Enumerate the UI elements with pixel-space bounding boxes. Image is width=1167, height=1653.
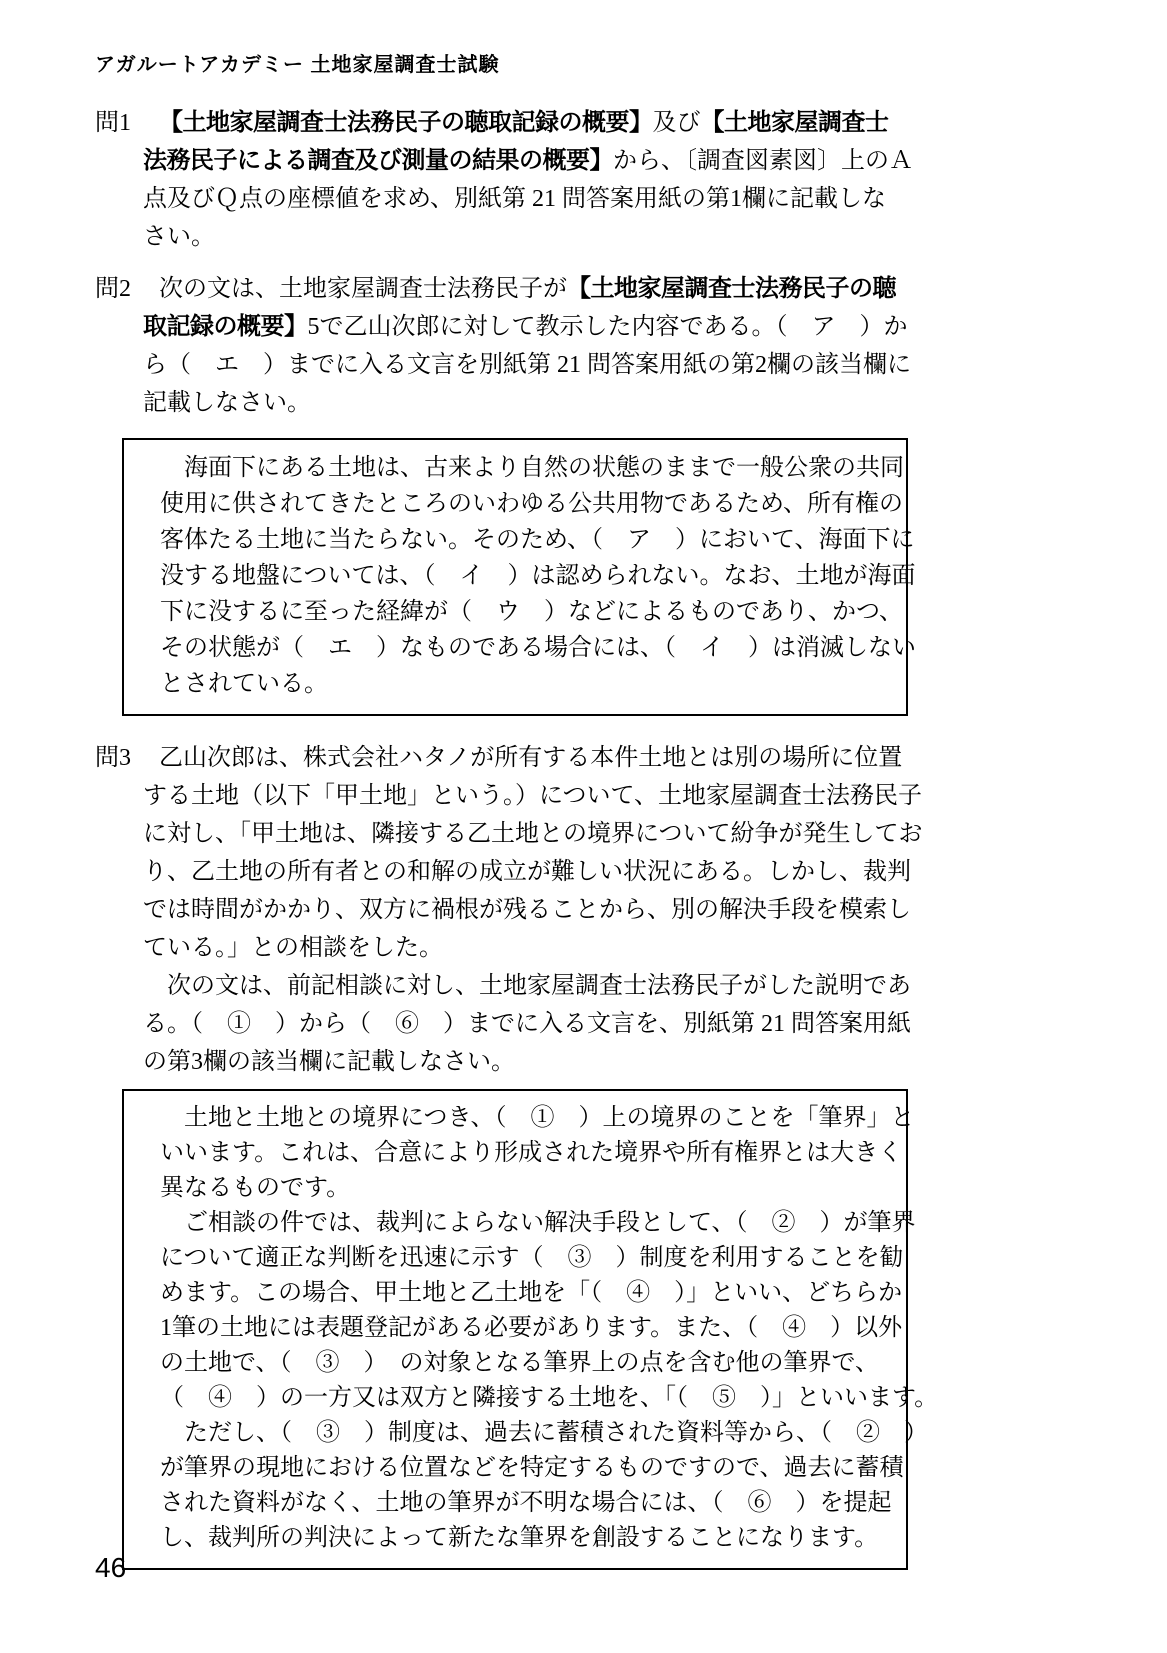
- emphasis-text: 取記録の概要】: [143, 313, 308, 340]
- text-line: [160, 1346, 898, 1381]
- body-text: 客体たる土地に当たらない。そのため、（ ア ）において、海面下に: [160, 527, 915, 553]
- text-line: [160, 1416, 928, 1451]
- text-line: [143, 1005, 1167, 1043]
- body-text: された資料がなく、土地の筆界が不明な場合には、（ ⑥ ）を提起: [160, 1490, 892, 1516]
- body-text: 5で乙山次郎に対して教示した内容である。（ ア ）か: [307, 314, 908, 340]
- text-line: [160, 1521, 898, 1556]
- text-line: [143, 142, 1167, 180]
- body-text: 使用に供されてきたところのいわゆる公共用物であるため、所有権の: [160, 491, 904, 517]
- page-content: [0, 104, 1167, 1570]
- body-text: し、裁判所の判決によって新たな筆界を創設することになります。: [160, 1525, 879, 1551]
- body-text: ご相談の件では、裁判によらない解決手段として、（ ② ）が筆界: [160, 1210, 916, 1236]
- body-text: ら（ エ ）までに入る文言を別紙第 21 問答案用紙の第2欄の該当欄に: [143, 352, 911, 378]
- body-text: の土地で、（ ③ ） の対象となる筆界上の点を含む他の筆界で、: [160, 1350, 880, 1376]
- text-line: [160, 1171, 898, 1206]
- text-line: [160, 1241, 904, 1276]
- body-text: とされている。: [160, 671, 328, 697]
- text-line: [160, 1136, 903, 1171]
- body-text: 次の文は、前記相談に対し、土地家屋調査士法務民子がした説明であ: [143, 973, 911, 999]
- body-text: 点及びＱ点の座標値を求め、別紙第 21 問答案用紙の第1欄に記載しな: [143, 186, 887, 212]
- body-text: その状態が（ エ ）なものである場合には、（ イ ）は消滅しない: [160, 635, 916, 661]
- text-line: [160, 522, 915, 558]
- text-line: [160, 558, 916, 594]
- emphasis-text: 【土地家屋調査士法務民子の聴取記録の概要】: [159, 109, 653, 136]
- text-line: [143, 218, 1167, 256]
- text-line: [160, 666, 898, 702]
- text-line: [160, 1206, 916, 1241]
- body-text: 記載しなさい。: [143, 390, 311, 416]
- page-number: 46: [95, 1552, 127, 1583]
- body-text: 土地と土地との境界につき、（ ① ）上の境界のことを「筆界」と: [160, 1105, 915, 1131]
- emphasis-text: 【土地家屋調査士法務民子の聴: [567, 275, 896, 302]
- text-line: [160, 1276, 903, 1311]
- body-text: さい。: [143, 224, 215, 250]
- body-text: に対し、「甲土地は、隣接する乙土地との境界について紛争が発生してお: [143, 821, 923, 847]
- body-text: ただし、（ ③ ）制度は、過去に蓄積された資料等から、（ ② ）: [160, 1420, 928, 1446]
- text-line: [160, 1486, 898, 1521]
- text-line: [143, 929, 1167, 967]
- body-text: 次の文は、土地家屋調査士法務民子が: [159, 276, 567, 302]
- page-header: アガルートアカデミー 土地家屋調査士試験: [95, 54, 500, 76]
- text-line: [143, 346, 1167, 384]
- body-text: 下に没するに至った経緯が（ ウ ）などによるものであり、かつ、: [160, 599, 904, 625]
- body-text: から、〔調査図素図〕上のＡ: [613, 148, 913, 174]
- text-line: [160, 1451, 904, 1486]
- text-line: [95, 739, 1167, 777]
- text-line: [143, 891, 1167, 929]
- text-line: [143, 308, 1167, 346]
- text-line: [143, 180, 1167, 218]
- emphasis-text: 法務民子による調査及び測量の結果の概要】: [143, 147, 613, 174]
- text-line: [143, 853, 1167, 891]
- text-line: [143, 1043, 1167, 1081]
- body-text: る。（ ① ）から（ ⑥ ）までに入る文言を、別紙第 21 問答案用紙: [143, 1011, 911, 1037]
- body-text: り、乙土地の所有者との和解の成立が難しい状況にある。しかし、裁判: [143, 859, 911, 885]
- text-line: [143, 777, 1167, 815]
- text-line: [160, 450, 904, 486]
- question-1-paragraph: [95, 104, 1167, 256]
- text-line: [95, 104, 1167, 142]
- question-label: 問2: [95, 276, 131, 302]
- question-label: 問3: [95, 745, 131, 771]
- body-text: が筆界の現地における位置などを特定するものですので、過去に蓄積: [160, 1455, 904, 1481]
- body-text: 海面下にある土地は、古来より自然の状態のままで一般公衆の共同: [160, 455, 904, 481]
- text-line: [160, 630, 916, 666]
- body-text: 1筆の土地には表題登記がある必要があります。また、（ ④ ）以外: [160, 1315, 903, 1341]
- text-line: [160, 594, 904, 630]
- emphasis-text: 【土地家屋調査士: [700, 109, 889, 136]
- body-text: （ ④ ）の一方又は双方と隣接する土地を、「（ ⑤ ）」といいます。: [160, 1385, 939, 1411]
- text-line: [160, 1381, 939, 1416]
- question-label: 問1: [95, 110, 131, 136]
- question-3-paragraph: [95, 739, 1167, 1081]
- text-line: [143, 384, 1167, 422]
- text-line: [160, 1311, 903, 1346]
- text-line: [143, 967, 1167, 1005]
- body-text: めます。この場合、甲土地と乙土地を「（ ④ ）」といい、どちらか: [160, 1280, 903, 1306]
- text-line: [95, 270, 1167, 308]
- body-text: する土地（以下「甲土地」という。）について、土地家屋調査士法務民子: [143, 783, 923, 809]
- quote-box-question-3: [122, 1089, 939, 1570]
- text-line: [160, 486, 904, 522]
- body-text: では時間がかかり、双方に禍根が残ることから、別の解決手段を模索し: [143, 897, 911, 923]
- body-text: 異なるものです。: [160, 1175, 351, 1201]
- body-text: ている。」との相談をした。: [143, 935, 443, 961]
- body-text: 没する地盤については、（ イ ）は認められない。なお、土地が海面: [160, 563, 916, 589]
- quote-box-question-2: [122, 438, 916, 716]
- body-text: の第3欄の該当欄に記載しなさい。: [143, 1049, 515, 1075]
- body-text: について適正な判断を迅速に示す（ ③ ）制度を利用することを勧: [160, 1245, 904, 1271]
- body-text: 乙山次郎は、株式会社ハタノが所有する本件土地とは別の場所に位置: [159, 745, 903, 771]
- text-line: [160, 1101, 915, 1136]
- text-line: [143, 815, 1167, 853]
- body-text: いいます。これは、合意により形成された境界や所有権界とは大きく: [160, 1140, 903, 1166]
- question-2-paragraph: [95, 270, 1167, 422]
- body-text: 及び: [652, 110, 701, 136]
